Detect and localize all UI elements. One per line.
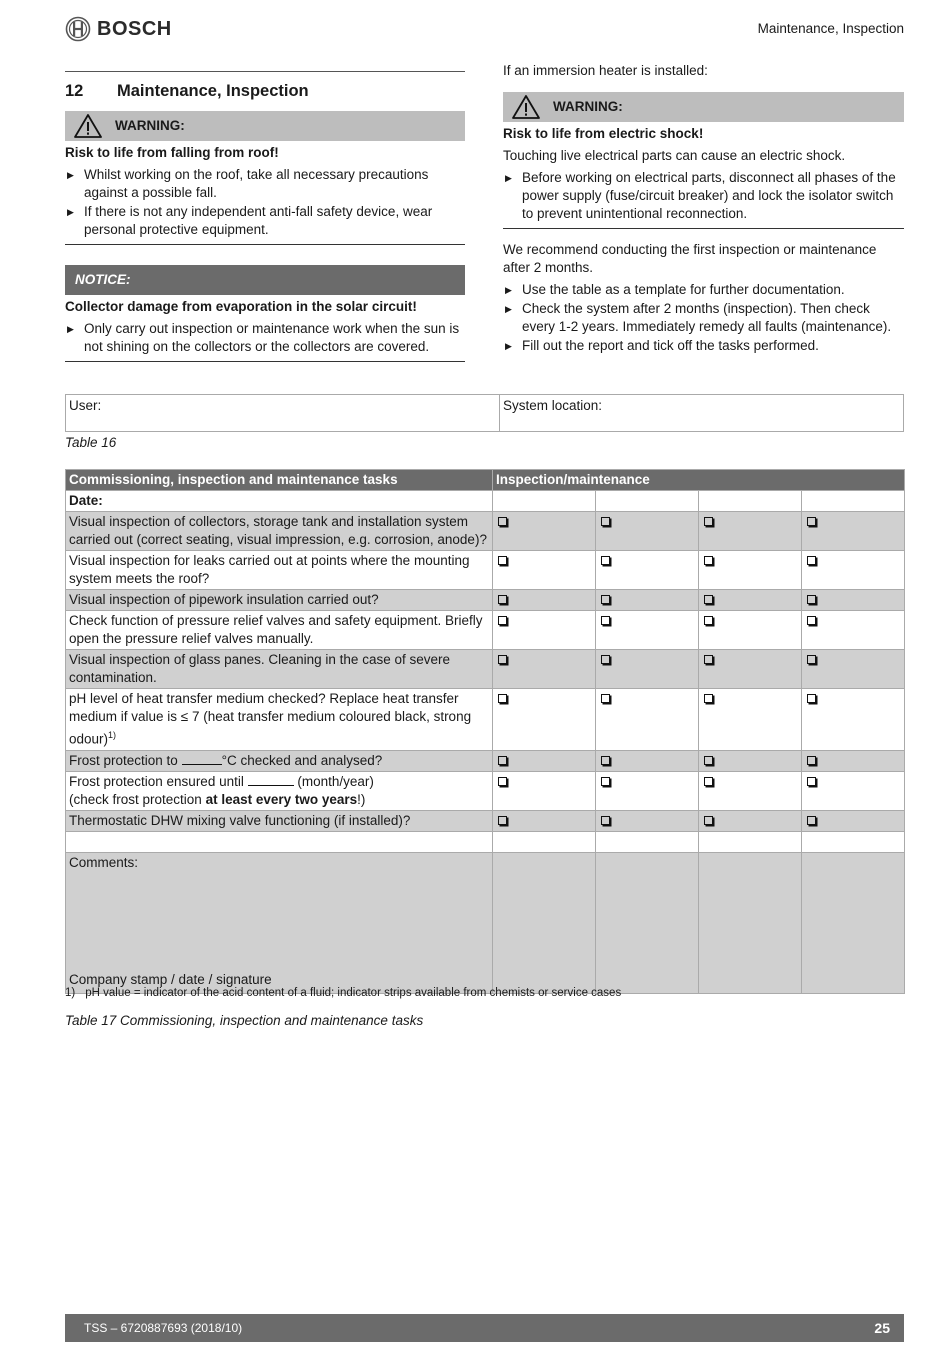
- table-row: [66, 771, 905, 810]
- header-section-name: Maintenance, Inspection: [757, 21, 904, 36]
- list-item: ▶ Before working on electrical parts, disconnect all phases of the power supply (fuse/circuit breaker) and lock the isolator switch to prevent unintentional reconnection.: [503, 169, 904, 223]
- bosch-logo: [65, 16, 172, 42]
- checkbox-icon[interactable]: [601, 556, 610, 565]
- warning-triangle-icon: [511, 94, 541, 120]
- date-label: Date:: [66, 491, 493, 512]
- task-label: Visual inspection for leaks carried out at points where the mounting system meets the roof?: [66, 551, 493, 590]
- notice-label: NOTICE:: [75, 272, 131, 287]
- user-field[interactable]: [66, 395, 500, 431]
- system-location-label: System location:: [503, 398, 603, 413]
- warning-list: [503, 169, 904, 223]
- checkbox-icon[interactable]: [704, 655, 713, 664]
- comments-cell[interactable]: [802, 852, 905, 993]
- header-inspection: Inspection/maintenance: [493, 470, 905, 491]
- checkbox-icon[interactable]: [601, 655, 610, 664]
- date-field[interactable]: [596, 491, 699, 512]
- checkbox-icon[interactable]: [807, 816, 816, 825]
- document-number: TSS – 6720887693 (2018/10): [84, 1321, 243, 1335]
- section-number: 12: [65, 82, 84, 100]
- checkbox-icon[interactable]: [807, 777, 816, 786]
- table-row: [66, 611, 905, 650]
- task-label: Check function of pressure relief valves and safety equipment. Briefly open the pressure relief valves manually.: [66, 611, 493, 650]
- checkbox-icon[interactable]: [704, 816, 713, 825]
- warning-title: Risk to life from falling from roof!: [65, 145, 279, 160]
- user-location-table: [65, 394, 904, 432]
- table-row: [66, 689, 905, 751]
- checkbox-icon[interactable]: [704, 777, 713, 786]
- warning-bar: [65, 111, 465, 141]
- stamp-label: Company stamp / date / signature: [69, 971, 272, 987]
- task-label: [66, 771, 493, 810]
- warning-shock-block: [503, 125, 904, 229]
- warning-text: Touching live electrical parts can cause an electric shock.: [503, 148, 846, 163]
- right-column: [503, 62, 904, 356]
- table-16-caption: Table 16: [65, 435, 117, 450]
- warning-triangle-icon: [73, 113, 103, 139]
- task-label: Visual inspection of glass panes. Cleaning in the case of severe contamination.: [66, 650, 493, 689]
- table-row: [66, 590, 905, 611]
- checkbox-icon[interactable]: [601, 517, 610, 526]
- checkbox-icon[interactable]: [601, 816, 610, 825]
- checkbox-icon[interactable]: [601, 777, 610, 786]
- task-label: [66, 689, 493, 751]
- month-year-blank[interactable]: [248, 774, 294, 786]
- warning-list: [65, 166, 465, 239]
- list-item: ▶ Check the system after 2 months (inspection). Then check every 1-2 years. Immediately remedy all faults (maintenance).: [503, 300, 904, 336]
- section-heading: [65, 71, 465, 111]
- checkbox-icon[interactable]: [807, 655, 816, 664]
- checkbox-icon[interactable]: [704, 616, 713, 625]
- notice-bar: [65, 265, 465, 295]
- warning-label: WARNING:: [115, 118, 185, 133]
- notice-block: [65, 298, 465, 362]
- user-label: User:: [69, 398, 102, 413]
- page-number: 25: [874, 1320, 890, 1336]
- task-label: Thermostatic DHW mixing valve functioning (if installed)?: [66, 810, 493, 831]
- checkbox-icon[interactable]: [601, 756, 610, 765]
- header-tasks: Commissioning, inspection and maintenance tasks: [66, 470, 493, 491]
- list-item: ▶ Use the table as a template for further documentation.: [503, 281, 904, 299]
- system-location-field[interactable]: [500, 395, 903, 431]
- checkbox-icon[interactable]: [601, 595, 610, 604]
- notice-list: [65, 320, 465, 356]
- tasks-table: [65, 469, 905, 994]
- brand-name: BOSCH: [97, 18, 172, 40]
- footnote-text: pH value = indicator of the acid content of a fluid; indicator strips available from chemists or service cases: [85, 987, 622, 999]
- comments-cell[interactable]: [596, 852, 699, 993]
- task-text: Frost protection ensured until: [69, 773, 248, 789]
- checkbox-icon[interactable]: [601, 616, 610, 625]
- list-item: ▶ If there is not any independent anti-fall safety device, wear personal protective equipment.: [65, 203, 465, 239]
- comments-field[interactable]: [66, 852, 493, 993]
- immersion-intro: If an immersion heater is installed:: [503, 63, 708, 78]
- footnote-mark: 1): [65, 987, 76, 999]
- checkbox-icon[interactable]: [807, 616, 816, 625]
- checkbox-icon[interactable]: [807, 595, 816, 604]
- comments-cell[interactable]: [699, 852, 802, 993]
- checkbox-icon[interactable]: [704, 694, 713, 703]
- warning-bar: [503, 92, 904, 122]
- notice-title: Collector damage from evaporation in the solar circuit!: [65, 299, 417, 314]
- table-row: [66, 810, 905, 831]
- table-row: [66, 551, 905, 590]
- table-17-caption: Table 17 Commissioning, inspection and maintenance tasks: [65, 1013, 424, 1028]
- blank-row: [66, 831, 905, 852]
- checkbox-icon[interactable]: [704, 756, 713, 765]
- page-footer: [65, 1314, 904, 1342]
- checkbox-icon[interactable]: [807, 517, 816, 526]
- temperature-blank[interactable]: [182, 753, 222, 765]
- checkbox-icon[interactable]: [807, 556, 816, 565]
- checkbox-icon[interactable]: [601, 694, 610, 703]
- checkbox-icon[interactable]: [498, 777, 507, 786]
- table-row: [66, 512, 905, 551]
- checkbox-icon[interactable]: [498, 816, 507, 825]
- checkbox-icon[interactable]: [704, 556, 713, 565]
- blank-cell[interactable]: [802, 831, 905, 852]
- recommendation-text: We recommend conducting the first inspection or maintenance after 2 months.: [503, 242, 877, 275]
- bosch-armature-icon: [65, 16, 91, 42]
- checkbox-icon[interactable]: [807, 694, 816, 703]
- checkbox-icon[interactable]: [498, 595, 507, 604]
- comments-row: [66, 852, 905, 993]
- task-label: [66, 750, 493, 771]
- task-text-bold: at least every two years: [205, 791, 358, 807]
- instruction-list: [503, 281, 904, 355]
- task-text: (check frost protection: [69, 791, 206, 807]
- table-row: [66, 650, 905, 689]
- task-text: pH level of heat transfer medium checked? Replace heat transfer medium if value is ≤ 7 (heat transfer medium coloured black, strong odour): [69, 691, 472, 747]
- blank-cell[interactable]: [66, 831, 493, 852]
- warning-fall-block: [65, 144, 465, 245]
- date-field[interactable]: [802, 491, 905, 512]
- list-item: ▶ Fill out the report and tick off the tasks performed.: [503, 337, 904, 355]
- checkbox-icon[interactable]: [704, 595, 713, 604]
- task-label: Visual inspection of pipework insulation carried out?: [66, 590, 493, 611]
- table-header-row: [66, 470, 905, 491]
- list-item: ▶ Only carry out inspection or maintenance work when the sun is not shining on the collectors or the collectors are covered.: [65, 320, 465, 356]
- comments-label: Comments:: [69, 854, 139, 870]
- date-row: [66, 491, 905, 512]
- left-column: [65, 62, 465, 362]
- checkbox-icon[interactable]: [704, 517, 713, 526]
- checkbox-icon[interactable]: [807, 756, 816, 765]
- date-field[interactable]: [699, 491, 802, 512]
- date-field[interactable]: [493, 491, 596, 512]
- warning-title: Risk to life from electric shock!: [503, 126, 704, 141]
- task-label: Visual inspection of collectors, storage tank and installation system carried out (correct seating, visual impression, e.g. corrosion, anode)?: [66, 512, 493, 551]
- checkbox-icon[interactable]: [498, 756, 507, 765]
- task-text: °C checked and analysed?: [221, 752, 383, 768]
- list-item: ▶ Whilst working on the roof, take all necessary precautions against a possible fall.: [65, 166, 465, 202]
- blank-cell[interactable]: [596, 831, 699, 852]
- task-text: Frost protection to: [69, 752, 182, 768]
- task-text: !): [357, 791, 366, 807]
- blank-cell[interactable]: [699, 831, 802, 852]
- checkbox-icon[interactable]: [498, 517, 507, 526]
- table-row: [66, 750, 905, 771]
- section-title: Maintenance, Inspection: [117, 82, 309, 100]
- task-text: (month/year): [293, 773, 374, 789]
- footnote-ref: 1): [108, 730, 117, 740]
- checkbox-icon[interactable]: [498, 616, 507, 625]
- warning-label: WARNING:: [553, 99, 623, 114]
- footnote: [65, 984, 621, 1002]
- checkbox-icon[interactable]: [498, 655, 507, 664]
- blank-cell[interactable]: [493, 831, 596, 852]
- checkbox-icon[interactable]: [498, 694, 507, 703]
- comments-cell[interactable]: [493, 852, 596, 993]
- checkbox-icon[interactable]: [498, 556, 507, 565]
